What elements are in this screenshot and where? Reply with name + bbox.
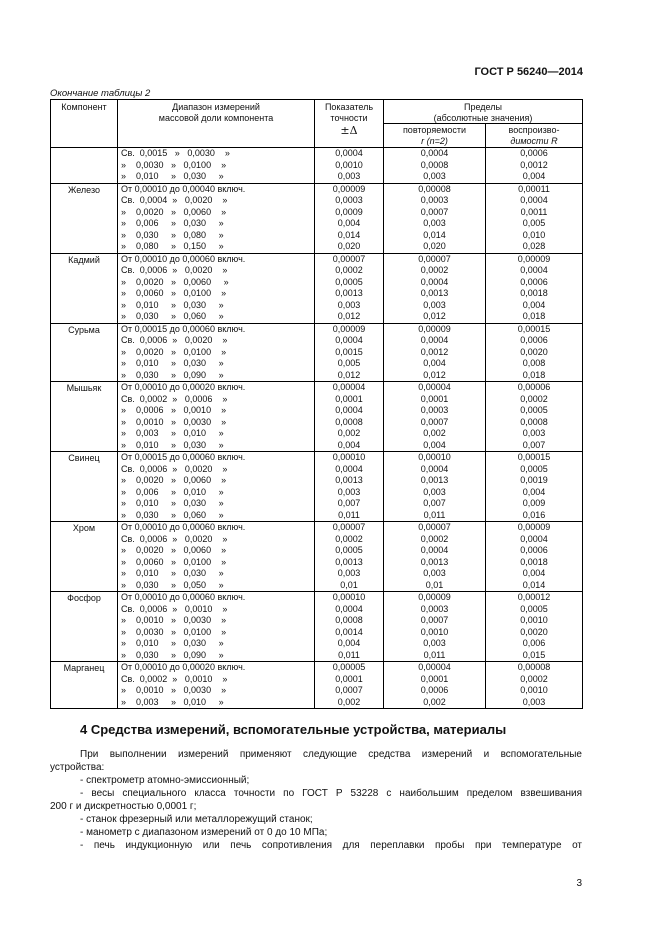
range-cell-line: Св. 0,0006 » 0,0010 » [121, 603, 228, 614]
col-header-repeatability: повторяемости r (n=2) [384, 124, 486, 148]
repeatability-cell-line: 0,003 [423, 486, 446, 497]
reproducibility-cell-line: 0,009 [522, 498, 546, 508]
repeatability-cell-line: 0,011 [423, 649, 446, 660]
range-cell-line: Св. 0,0006 » 0,0020 » [121, 265, 228, 275]
accuracy-cell [315, 183, 384, 253]
range-cell-line: Св. 0,0015 » 0,0030 » [121, 148, 230, 158]
reproducibility-cell-line: 0,014 [522, 579, 546, 590]
reproducibility-cell-line: 0,0011 [520, 206, 548, 217]
reproducibility-cell-line: 0,0020 [520, 346, 548, 357]
range-cell-line: » 0,030 » 0,050 » [121, 579, 224, 590]
repeatability-cell-line: 0,012 [423, 311, 446, 321]
list-item: - печь индукционную или печь сопротивления для переплавки пробы при температуре от [80, 840, 582, 851]
table-row [51, 323, 583, 382]
repeatability-cell [384, 662, 486, 709]
range-cell-line: » 0,030 » 0,090 » [121, 649, 224, 660]
accuracy-cell-line: 0,011 [338, 649, 360, 660]
accuracy-cell [315, 522, 384, 592]
reproducibility-cell-line: 0,0006 [520, 276, 548, 287]
range-cell-line: » 0,0060 » 0,0100 » [121, 288, 227, 298]
reproducibility-cell-line: 0,0010 [520, 685, 548, 695]
repeatability-cell-line: 0,0013 [420, 475, 449, 485]
reproducibility-cell-line: 0,0019 [520, 475, 548, 485]
range-cell-line: » 0,030 » 0,060 » [121, 311, 224, 321]
reproducibility-cell-line: 0,003 [522, 428, 546, 438]
reproducibility-cell [486, 662, 583, 709]
list-item: - станок фрезерный или металлорежущий станок; [80, 814, 313, 825]
range-cell [118, 253, 315, 323]
table-row [51, 522, 583, 592]
accuracy-cell-line: 0,0004 [335, 603, 363, 614]
col-header-limits: Пределы (абсолютные значения) [384, 100, 583, 124]
range-cell-line: » 0,006 » 0,010 » [121, 486, 224, 497]
range-cell-line: » 0,003 » 0,010 » [121, 696, 224, 707]
accuracy-cell-line: 0,0004 [335, 405, 363, 415]
repeatability-cell-line: 0,003 [423, 218, 446, 228]
reproducibility-cell-line: 0,0020 [520, 626, 548, 637]
repeatability-cell-line: 0,014 [423, 229, 446, 240]
range-cell-line: Св. 0,0006 » 0,0020 » [121, 533, 228, 544]
repeatability-cell-line: 0,0012 [420, 346, 449, 357]
reproducibility-cell-line: 0,0004 [520, 265, 548, 275]
range-cell-line: » 0,080 » 0,150 » [121, 241, 224, 251]
repeatability-cell-line: 0,020 [423, 241, 446, 251]
accuracy-cell-line: 0,0001 [335, 673, 363, 684]
repeatability-cell-line: 0,00008 [418, 183, 451, 194]
range-cell-line: От 0,00010 до 0,00060 включ. [121, 522, 246, 532]
accuracy-cell-line: 0,00009 [332, 183, 366, 194]
accuracy-cell-line: 0,0003 [335, 195, 363, 205]
range-cell-line: » 0,010 » 0,030 » [121, 171, 224, 181]
component-cell: Марганец [51, 662, 118, 709]
repeatability-cell-line: 0,0004 [420, 463, 449, 474]
repeatability-cell-line: 0,0007 [420, 206, 449, 217]
accuracy-cell-line: 0,0008 [335, 416, 363, 427]
range-cell-line: » 0,0060 » 0,0100 » [121, 556, 227, 567]
repeatability-cell-line: 0,0006 [420, 685, 449, 695]
reproducibility-cell-line: 0,018 [522, 311, 546, 321]
repeatability-cell-line: 0,0004 [420, 148, 449, 158]
repeatability-cell-line: 0,011 [423, 509, 446, 520]
accuracy-cell-line: 0,005 [337, 358, 361, 368]
repeatability-cell-line: 0,004 [423, 439, 446, 450]
reproducibility-cell-line: 0,00008 [517, 662, 551, 672]
range-cell-line: » 0,0020 » 0,0060 » [121, 545, 227, 555]
repeatability-cell-line: 0,007 [423, 498, 446, 508]
reproducibility-cell-line: 0,003 [522, 696, 546, 707]
component-cell: Свинец [51, 452, 118, 522]
range-cell [118, 183, 315, 253]
range-cell-line: » 0,010 » 0,030 » [121, 439, 224, 450]
repeatability-cell-line: 0,0001 [420, 673, 449, 684]
range-cell-line: » 0,0010 » 0,0030 » [121, 685, 227, 695]
range-cell-line: От 0,00010 до 0,00020 включ. [121, 382, 246, 392]
reproducibility-cell-line: 0,004 [522, 568, 546, 578]
range-cell-line: От 0,00010 до 0,00020 включ. [121, 662, 246, 672]
accuracy-cell-line: 0,020 [337, 241, 361, 251]
accuracy-cell-line: 0,0001 [335, 393, 363, 404]
range-cell-line: » 0,010 » 0,030 » [121, 568, 224, 578]
reproducibility-cell-line: 0,00009 [517, 253, 551, 264]
range-cell-line: » 0,0020 » 0,0060 » [121, 206, 227, 217]
range-cell [118, 452, 315, 522]
repeatability-cell [384, 522, 486, 592]
accuracy-cell-line: 0,00010 [332, 592, 366, 602]
accuracy-cell-line: 0,0002 [335, 265, 363, 275]
reproducibility-cell-line: 0,0006 [520, 148, 548, 158]
range-cell-line: От 0,00010 до 0,00060 включ. [121, 592, 246, 602]
accuracy-cell-line: 0,0014 [335, 626, 363, 637]
repeatability-cell-line: 0,00004 [418, 662, 451, 672]
repeatability-cell-line: 0,0002 [420, 533, 449, 544]
table-row [51, 592, 583, 662]
accuracy-cell-line: 0,0013 [335, 556, 363, 567]
range-cell-line: » 0,0030 » 0,0100 » [121, 626, 227, 637]
repeatability-cell [384, 253, 486, 323]
repeatability-cell-line: 0,0004 [420, 276, 449, 287]
list-item: - весы специального класса точности по ГОСТ Р 53228 с наибольшим пределом взвешивания [80, 788, 582, 799]
reproducibility-cell [486, 522, 583, 592]
reproducibility-cell-line: 0,004 [522, 486, 546, 497]
page-number: 3 [576, 878, 582, 889]
repeatability-cell-line: 0,0001 [420, 393, 449, 404]
accuracy-cell-line: 0,0002 [335, 533, 363, 544]
range-cell-line: » 0,010 » 0,030 » [121, 299, 224, 310]
repeatability-cell [384, 592, 486, 662]
table-row [51, 253, 583, 323]
intro-line-2: устройства: [50, 762, 105, 773]
reproducibility-cell-line: 0,006 [522, 638, 546, 648]
accuracy-cell-line: 0,012 [337, 369, 361, 380]
repeatability-cell-line: 0,00004 [418, 382, 451, 392]
accuracy-cell-line: 0,0013 [335, 475, 363, 485]
range-cell-line: » 0,030 » 0,060 » [121, 509, 224, 520]
range-cell-line: Св. 0,0004 » 0,0020 » [121, 195, 228, 205]
reproducibility-cell-line: 0,0010 [520, 615, 548, 625]
table-row [51, 382, 583, 452]
accuracy-cell-line: 0,003 [337, 568, 361, 578]
range-cell-line: » 0,0006 » 0,0010 » [121, 405, 227, 415]
accuracy-cell-line: 0,01 [340, 579, 358, 590]
reproducibility-cell-line: 0,00015 [517, 452, 551, 462]
repeatability-cell-line: 0,0002 [420, 265, 449, 275]
repeatability-cell [384, 148, 486, 184]
reproducibility-cell-line: 0,0005 [520, 603, 548, 614]
reproducibility-cell-line: 0,005 [522, 218, 546, 228]
range-cell-line: » 0,030 » 0,090 » [121, 369, 224, 380]
reproducibility-cell-line: 0,00006 [517, 382, 551, 392]
repeatability-cell-line: 0,0007 [420, 416, 449, 427]
table-row [51, 662, 583, 709]
component-cell: Хром [51, 522, 118, 592]
table-body [51, 148, 583, 709]
accuracy-cell [315, 323, 384, 382]
table-row [51, 148, 583, 184]
accuracy-cell-line: 0,0004 [335, 463, 363, 474]
accuracy-cell-line: 0,00004 [332, 382, 366, 392]
repeatability-cell-line: 0,00009 [418, 592, 451, 602]
accuracy-cell-line: 0,004 [337, 638, 361, 648]
reproducibility-cell [486, 148, 583, 184]
table-row [51, 183, 583, 253]
accuracy-cell [315, 253, 384, 323]
accuracy-cell-line: 0,00010 [332, 452, 366, 462]
list-item-continuation: 200 г и дискретностью 0,0001 г; [50, 801, 197, 812]
repeatability-cell [384, 382, 486, 452]
range-cell-line: Св. 0,0002 » 0,0006 » [121, 393, 228, 404]
accuracy-cell [315, 452, 384, 522]
results-table [50, 99, 583, 709]
repeatability-cell-line: 0,0007 [420, 615, 449, 625]
accuracy-cell [315, 382, 384, 452]
accuracy-cell-line: 0,014 [337, 229, 361, 240]
reproducibility-cell-line: 0,0018 [520, 556, 548, 567]
col-header-component: Компонент [51, 100, 118, 148]
range-cell-line: » 0,030 » 0,080 » [121, 229, 224, 240]
reproducibility-cell-line: 0,015 [522, 649, 546, 660]
accuracy-cell [315, 592, 384, 662]
range-cell [118, 662, 315, 709]
repeatability-cell-line: 0,002 [423, 696, 446, 707]
reproducibility-cell-line: 0,004 [522, 171, 546, 181]
reproducibility-cell-line: 0,0008 [520, 416, 548, 427]
reproducibility-cell-line: 0,0006 [520, 335, 548, 345]
document-id: ГОСТ Р 56240—2014 [474, 66, 583, 78]
list-item: - спектрометр атомно-эмиссионный; [80, 775, 250, 786]
range-cell [118, 592, 315, 662]
col-header-range: Диапазон измерений массовой доли компонента [118, 100, 315, 148]
component-cell: Мышьяк [51, 382, 118, 452]
section-body [50, 748, 582, 852]
range-cell [118, 382, 315, 452]
repeatability-cell-line: 0,003 [423, 568, 446, 578]
reproducibility-cell [486, 452, 583, 522]
accuracy-cell-line: 0,004 [337, 218, 361, 228]
accuracy-cell-line: 0,0013 [335, 288, 363, 298]
range-cell-line: Св. 0,0006 » 0,0020 » [121, 463, 228, 474]
range-cell-line: » 0,0010 » 0,0030 » [121, 615, 227, 625]
reproducibility-cell-line: 0,00011 [518, 183, 550, 194]
repeatability-cell-line: 0,002 [423, 428, 446, 438]
accuracy-cell-line: 0,002 [337, 428, 361, 438]
repeatability-cell-line: 0,0003 [420, 603, 449, 614]
reproducibility-cell-line: 0,0002 [520, 393, 548, 404]
repeatability-cell-line: 0,00010 [418, 452, 451, 462]
component-cell: Кадмий [51, 253, 118, 323]
col-header-accuracy: Показатель точности ±Δ [315, 100, 384, 148]
repeatability-cell-line: 0,0003 [420, 195, 449, 205]
repeatability-cell-line: 0,004 [423, 358, 446, 368]
range-cell-line: Св. 0,0006 » 0,0020 » [121, 335, 228, 345]
reproducibility-cell-line: 0,0018 [520, 288, 548, 298]
intro-line-1: При выполнении измерений применяют следующие средства измерений и вспомогательные [80, 749, 582, 760]
range-cell-line: » 0,003 » 0,010 » [121, 428, 224, 438]
repeatability-cell-line: 0,003 [423, 171, 446, 181]
repeatability-cell-line: 0,012 [423, 369, 446, 380]
accuracy-cell-line: 0,0004 [335, 148, 363, 158]
range-cell-line: Св. 0,0002 » 0,0010 » [121, 673, 228, 684]
range-cell-line: » 0,0020 » 0,0060 » [121, 276, 229, 287]
repeatability-cell-line: 0,003 [423, 299, 446, 310]
component-cell: Сурьма [51, 323, 118, 382]
accuracy-cell-line: 0,003 [337, 171, 361, 181]
reproducibility-cell-line: 0,008 [522, 358, 546, 368]
range-cell [118, 148, 315, 184]
accuracy-cell-line: 0,0008 [335, 615, 363, 625]
accuracy-cell-line: 0,0007 [335, 685, 363, 695]
repeatability-cell-line: 0,0013 [420, 288, 449, 298]
reproducibility-cell [486, 592, 583, 662]
repeatability-cell-line: 0,0004 [420, 335, 449, 345]
reproducibility-cell [486, 382, 583, 452]
range-cell-line: » 0,0020 » 0,0060 » [121, 475, 227, 485]
accuracy-cell-line: 0,003 [337, 299, 361, 310]
component-cell [51, 148, 118, 184]
reproducibility-cell-line: 0,00009 [517, 522, 551, 532]
range-cell-line: » 0,010 » 0,030 » [121, 358, 224, 368]
repeatability-cell-line: 0,00009 [418, 323, 451, 334]
table-row [51, 452, 583, 522]
range-cell-line: » 0,006 » 0,030 » [121, 218, 224, 228]
accuracy-cell-line: 0,011 [338, 509, 360, 520]
repeatability-cell-line: 0,0013 [420, 556, 449, 567]
reproducibility-cell-line: 0,018 [522, 369, 546, 380]
reproducibility-cell-line: 0,0004 [520, 195, 548, 205]
range-cell-line: От 0,00010 до 0,00040 включ. [121, 183, 246, 194]
accuracy-cell-line: 0,0015 [335, 346, 363, 357]
range-cell-line: » 0,0030 » 0,0100 » [121, 159, 227, 170]
repeatability-cell-line: 0,00007 [418, 522, 451, 532]
accuracy-cell-line: 0,0009 [335, 206, 363, 217]
range-cell-line: От 0,00010 до 0,00060 включ. [121, 253, 246, 264]
reproducibility-cell-line: 0,016 [522, 509, 546, 520]
reproducibility-cell [486, 183, 583, 253]
accuracy-cell-line: 0,00007 [332, 522, 366, 532]
component-cell: Железо [51, 183, 118, 253]
range-cell-line: » 0,0020 » 0,0100 » [121, 346, 227, 357]
repeatability-cell-line: 0,003 [423, 638, 446, 648]
reproducibility-cell-line: 0,0004 [520, 533, 548, 544]
plus-minus-delta-symbol: ±Δ [340, 124, 358, 137]
repeatability-cell-line: 0,00007 [418, 253, 451, 264]
reproducibility-cell-line: 0,0005 [520, 463, 548, 474]
range-cell-line: От 0,00015 до 0,00060 включ. [121, 452, 246, 462]
repeatability-cell-line: 0,01 [425, 579, 444, 590]
accuracy-cell-line: 0,0005 [335, 276, 363, 287]
range-cell-line: » 0,010 » 0,030 » [121, 638, 224, 648]
component-cell: Фосфор [51, 592, 118, 662]
range-cell [118, 323, 315, 382]
reproducibility-cell-line: 0,0012 [520, 159, 548, 170]
table-caption: Окончание таблицы 2 [50, 88, 151, 99]
reproducibility-cell-line: 0,007 [522, 439, 546, 450]
accuracy-cell [315, 148, 384, 184]
range-cell-line: » 0,010 » 0,030 » [121, 498, 224, 508]
accuracy-cell [315, 662, 384, 709]
repeatability-cell [384, 452, 486, 522]
accuracy-cell-line: 0,003 [337, 486, 361, 497]
accuracy-cell-line: 0,00007 [332, 253, 366, 264]
reproducibility-cell [486, 323, 583, 382]
col-header-reproducibility: воспроизво- димости R [486, 124, 583, 148]
accuracy-cell-line: 0,0004 [335, 335, 363, 345]
reproducibility-cell-line: 0,004 [522, 299, 546, 310]
repeatability-cell-line: 0,0008 [420, 159, 449, 170]
range-cell-line: » 0,0010 » 0,0030 » [121, 416, 227, 427]
range-cell-line: От 0,00015 до 0,00060 включ. [121, 323, 246, 334]
list-item: - манометр с диапазоном измерений от 0 до 10 МПа; [80, 827, 328, 838]
section-heading: 4 Средства измерений, вспомогательные устройства, материалы [80, 722, 507, 737]
repeatability-cell [384, 183, 486, 253]
repeatability-cell-line: 0,0004 [420, 545, 449, 555]
accuracy-cell-line: 0,012 [337, 311, 361, 321]
accuracy-cell-line: 0,004 [337, 439, 361, 450]
reproducibility-cell-line: 0,0006 [520, 545, 548, 555]
reproducibility-cell-line: 0,010 [522, 229, 546, 240]
reproducibility-cell-line: 0,0005 [520, 405, 548, 415]
repeatability-cell [384, 323, 486, 382]
reproducibility-cell-line: 0,00012 [517, 592, 551, 602]
accuracy-cell-line: 0,007 [337, 498, 361, 508]
reproducibility-cell-line: 0,0002 [520, 673, 548, 684]
accuracy-cell-line: 0,00005 [332, 662, 366, 672]
accuracy-cell-line: 0,002 [337, 696, 361, 707]
repeatability-cell-line: 0,0003 [420, 405, 449, 415]
accuracy-cell-line: 0,0010 [335, 159, 363, 170]
reproducibility-cell-line: 0,028 [522, 241, 546, 251]
accuracy-cell-line: 0,00009 [332, 323, 366, 334]
reproducibility-cell [486, 253, 583, 323]
repeatability-cell-line: 0,0010 [420, 626, 449, 637]
range-cell [118, 522, 315, 592]
reproducibility-cell-line: 0,00015 [517, 323, 551, 334]
accuracy-cell-line: 0,0005 [335, 545, 363, 555]
